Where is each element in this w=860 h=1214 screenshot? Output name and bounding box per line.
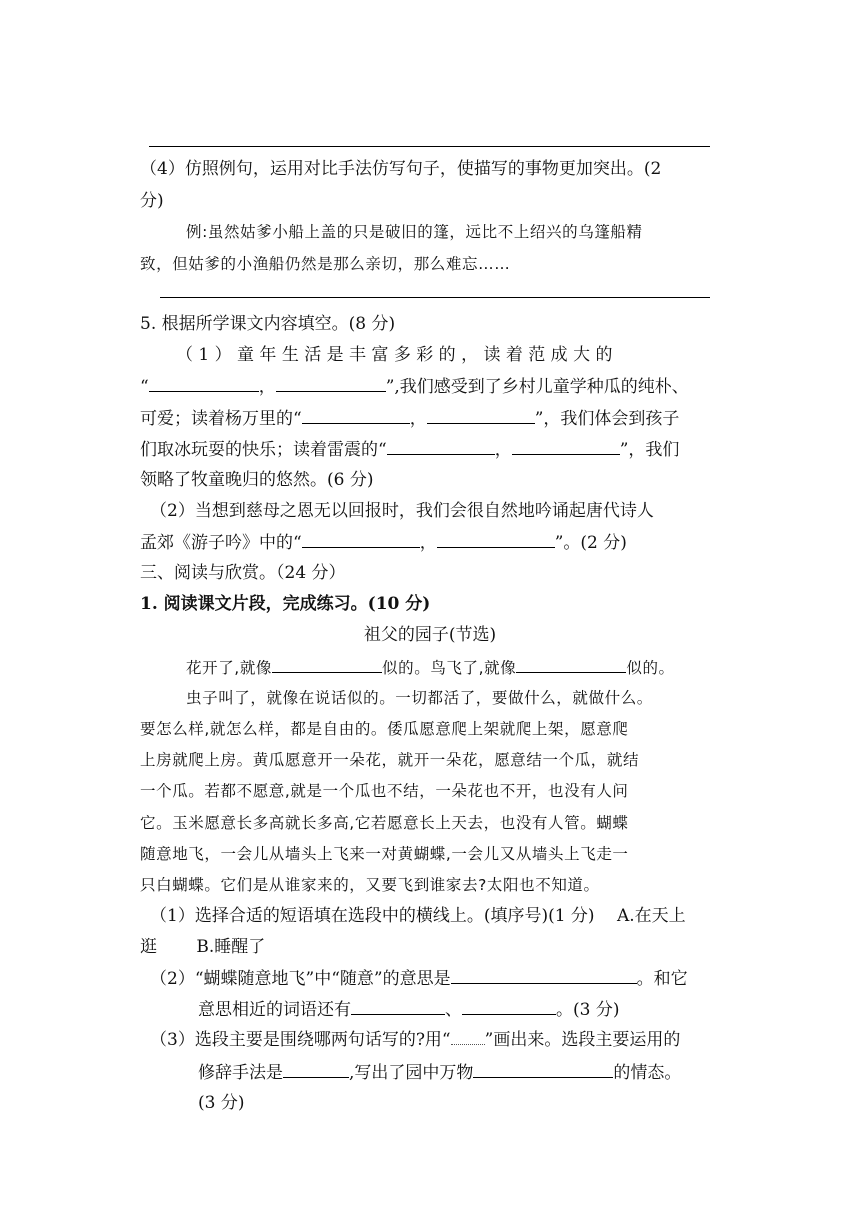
q4-example-line1: 例:虽然姑爹小船上盖的只是破旧的篷，远比不上绍兴的乌篷船精 bbox=[186, 223, 643, 241]
text-segment: 意思相近的词语还有 bbox=[198, 1000, 351, 1020]
passage-line: 要怎么样,就怎么样，都是自由的。倭瓜愿意爬上架就爬上架，愿意爬 bbox=[140, 720, 629, 738]
passage-title: 祖父的园子(节选) bbox=[363, 625, 497, 645]
answer-blank[interactable] bbox=[302, 407, 410, 424]
sub-q2-line1 bbox=[150, 967, 710, 990]
sub-q3-line1 bbox=[150, 1029, 710, 1051]
sub-q2-line2 bbox=[198, 998, 710, 1021]
text-segment: 孟郊《游子吟》中的“ bbox=[140, 533, 302, 553]
answer-blank[interactable] bbox=[473, 1061, 613, 1078]
text-segment: ”。(2 分) bbox=[554, 533, 627, 553]
text-segment: （3）选段主要是围绕哪两句话写的?用“ bbox=[150, 1030, 451, 1050]
wavy-underline-sample bbox=[451, 1030, 485, 1045]
text-segment: （2）“蝴蝶随意地飞”中“随意”的意思是 bbox=[150, 969, 451, 989]
q4-example-line2: 致，但姑爹的小渔船仍然是那么亲切，那么难忘…… bbox=[140, 255, 511, 273]
text-segment: 似的。鸟飞了,就像 bbox=[382, 659, 517, 677]
comma: ， bbox=[419, 533, 437, 553]
q4-prompt-line1: （4）仿照例句，运用对比手法仿写句子，使描写的事物更加突出。(2 bbox=[140, 159, 662, 179]
q5-p1-line3 bbox=[140, 407, 720, 430]
answer-blank[interactable] bbox=[351, 998, 445, 1015]
text-segment: ”，我们体会到孩子 bbox=[534, 409, 680, 429]
text-segment: ”，我们 bbox=[619, 440, 680, 460]
answer-blank[interactable] bbox=[427, 407, 535, 424]
comma: ， bbox=[494, 440, 512, 460]
passage-line-blanks bbox=[186, 656, 710, 679]
text-segment: 花开了,就像 bbox=[186, 659, 273, 677]
q5-p1-line1: （ 1 ） 童 年 生 活 是 丰 富 多 彩 的 ， 读 着 范 成 大 的 bbox=[176, 345, 613, 365]
answer-blank[interactable] bbox=[272, 656, 382, 673]
sub-q1-line1: （1）选择合适的短语填在选段中的横线上。(填序号)(1 分) A.在天上 bbox=[150, 906, 686, 926]
text-segment: 的情态。 bbox=[613, 1063, 682, 1083]
text-segment: ”,我们感受到了乡村儿童学种瓜的纯朴、 bbox=[385, 377, 689, 397]
q4-prompt-line2: 分) bbox=[140, 191, 164, 211]
q5-title: 5. 根据所学课文内容填空。(8 分) bbox=[140, 314, 396, 334]
q5-p1-line2 bbox=[140, 375, 720, 398]
answer-blank[interactable] bbox=[283, 1061, 349, 1078]
q5-p2-line1: （2）当想到慈母之恩无以回报时，我们会很自然地吟诵起唐代诗人 bbox=[150, 501, 654, 521]
answer-blank[interactable] bbox=[512, 438, 620, 455]
answer-blank[interactable] bbox=[516, 656, 626, 673]
passage-line: 它。玉米愿意长多高就长多高,它若愿意长上天去，也没有人管。蝴蝶 bbox=[140, 814, 629, 832]
text-segment: 。(3 分) bbox=[556, 1000, 620, 1020]
comma: ， bbox=[258, 377, 276, 397]
text-segment: 、 bbox=[445, 1000, 462, 1020]
sub-q3-line3: (3 分) bbox=[198, 1093, 245, 1113]
text-segment: 们取冰玩耍的快乐；读着雷震的“ bbox=[140, 440, 387, 460]
top-divider bbox=[149, 146, 710, 147]
answer-blank[interactable] bbox=[451, 967, 637, 984]
answer-blank[interactable] bbox=[437, 531, 555, 548]
text-segment: ”画出来。选段主要运用的 bbox=[484, 1030, 681, 1050]
passage-line: 上房就爬上房。黄瓜愿意开一朵花，就开一朵花，愿意结一个瓜，就结 bbox=[140, 751, 640, 769]
q5-p2-line2 bbox=[140, 531, 720, 554]
text-segment: 可爱；读着杨万里的“ bbox=[140, 409, 302, 429]
answer-blank[interactable] bbox=[462, 998, 556, 1015]
passage-line: 虫子叫了，就像在说话似的。一切都活了，要做什么，就做什么。 bbox=[186, 689, 653, 707]
passage-line: 随意地飞，一会儿从墙头上飞来一对黄蝴蝶,一会儿又从墙头上飞走一 bbox=[140, 845, 629, 863]
passage-line: 一个瓜。若都不愿意,就是一个瓜也不结，一朵花也不开，也没有人问 bbox=[140, 782, 629, 800]
open-quote: “ bbox=[140, 377, 149, 397]
answer-blank[interactable] bbox=[149, 375, 259, 392]
passage-line: 只白蝴蝶。它们是从谁家来的，又要飞到谁家去?太阳也不知道。 bbox=[140, 876, 600, 894]
sub-q1-line2: 逛 B.睡醒了 bbox=[140, 937, 266, 957]
section3-title: 三、阅读与欣赏。（24 分） bbox=[140, 563, 346, 583]
text-segment: ,写出了园中万物 bbox=[349, 1063, 474, 1083]
answer-blank[interactable] bbox=[387, 438, 495, 455]
q5-p1-line5: 领略了牧童晚归的悠然。(6 分) bbox=[140, 470, 374, 490]
comma: ， bbox=[409, 409, 427, 429]
text-segment: 似的。 bbox=[626, 659, 675, 677]
answer-blank[interactable] bbox=[302, 531, 420, 548]
text-segment: 修辞手法是 bbox=[198, 1063, 283, 1083]
reading-q1-title: 1. 阅读课文片段，完成练习。(10 分) bbox=[140, 594, 431, 614]
text-segment: 。和它 bbox=[636, 969, 688, 989]
sub-q3-line2 bbox=[198, 1061, 710, 1084]
q5-p1-line4 bbox=[140, 438, 720, 461]
q4-answer-line[interactable] bbox=[160, 297, 710, 298]
answer-blank[interactable] bbox=[276, 375, 386, 392]
